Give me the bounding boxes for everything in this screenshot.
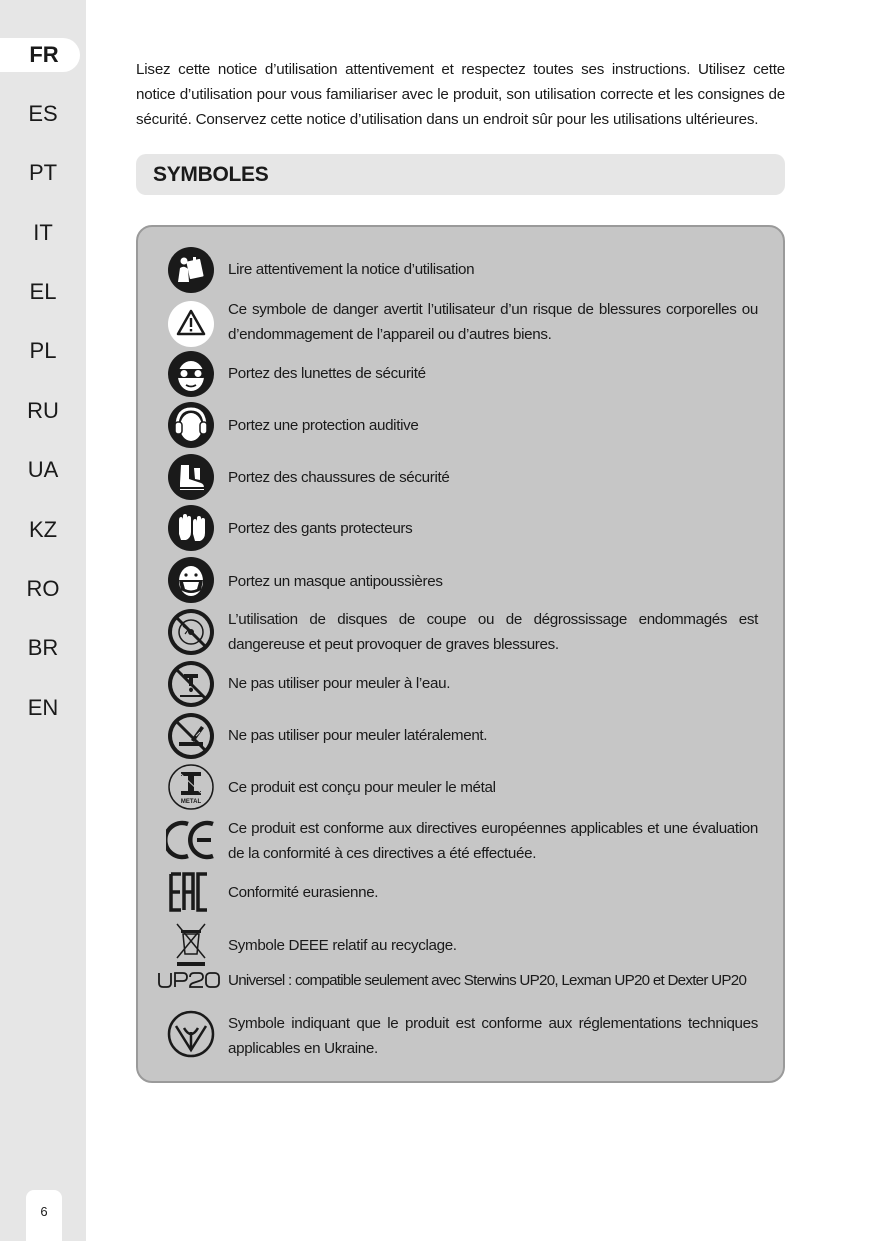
ukraine-mark-icon <box>166 1009 216 1059</box>
lang-tab-ro[interactable]: RO <box>26 576 60 601</box>
lang-tab-el[interactable]: EL <box>29 279 57 304</box>
intro-paragraph: Lisez cette notice d’utilisation attentivement et respectez toutes ses instructions. Utilisez cette notice d’utilisation pour vous familiariser avec le produit, son utilisation correcte et les consignes de sécurité. Conservez cette notice d’utilisation dans un endroit sûr pour les utilisations ultérieures. <box>136 61 785 128</box>
symbol-text: Portez des lunettes de sécurité <box>228 365 426 382</box>
up20-icon <box>156 965 222 995</box>
safety-boots-icon <box>166 452 216 502</box>
dust-mask-icon <box>166 555 216 605</box>
symbol-text: Portez un masque antipoussières <box>228 573 443 590</box>
symbol-text: Universel : compatible seulement avec Sterwins UP20, Lexman UP20 et Dexter UP20 <box>228 972 747 989</box>
lang-tab-es[interactable]: ES <box>28 101 58 126</box>
safety-glasses-icon <box>166 349 216 399</box>
gloves-icon <box>166 503 216 553</box>
ce-mark-icon <box>166 815 216 865</box>
eac-mark-icon <box>166 867 216 917</box>
metal-icon-label: METAL <box>180 799 202 805</box>
no-side-grinding-icon <box>166 711 216 761</box>
symbol-text: Conformité eurasienne. <box>228 884 379 901</box>
lang-tab-en[interactable]: EN <box>27 695 59 720</box>
ear-protection-icon <box>166 400 216 450</box>
symbol-text: Portez une protection auditive <box>228 417 419 434</box>
symbol-text: Symbole DEEE relatif au recyclage. <box>228 937 457 954</box>
symbol-text: Ce produit est conçu pour meuler le métal <box>228 779 496 796</box>
symbol-text: Portez des chaussures de sécurité <box>228 469 450 486</box>
weee-bin-icon <box>166 919 216 969</box>
symbol-text: Lire attentivement la notice d’utilisation <box>228 261 475 278</box>
read-manual-icon <box>166 245 216 295</box>
metal-icon <box>166 762 216 812</box>
lang-tab-pl[interactable]: PL <box>29 338 57 363</box>
symbol-text: Ce produit est conforme aux directives européennes applicables et une évaluation de la conformité à ces directives a été effectuée. <box>228 820 758 862</box>
damaged-disc-icon <box>166 607 216 657</box>
symbols-panel <box>136 225 785 1083</box>
lang-tab-ua[interactable]: UA <box>27 457 59 482</box>
no-water-icon <box>166 659 216 709</box>
lang-tab-it[interactable]: IT <box>33 220 53 245</box>
lang-tab-pt[interactable]: PT <box>28 160 58 185</box>
symbol-text: Symbole indiquant que le produit est conforme aux réglementations techniques applicables en Ukraine. <box>228 1015 758 1057</box>
language-sidebar <box>0 0 86 1241</box>
symbol-text: L’utilisation de disques de coupe ou de dégrossissage endommagés est dangereuse et peut provoquer de graves blessures. <box>228 611 758 653</box>
symbol-text: Portez des gants protecteurs <box>228 520 413 537</box>
lang-tab-fr[interactable]: FR <box>0 38 80 72</box>
lang-tab-kz[interactable]: KZ <box>28 517 58 542</box>
section-title: SYMBOLES <box>136 154 785 195</box>
page-number: 6 <box>26 1190 62 1241</box>
symbol-text: Ne pas utiliser pour meuler à l’eau. <box>228 675 451 692</box>
warning-triangle-icon <box>166 299 216 349</box>
lang-tab-ru[interactable]: RU <box>27 398 59 423</box>
symbol-text: Ne pas utiliser pour meuler latéralement. <box>228 727 488 744</box>
lang-tab-br[interactable]: BR <box>27 635 59 660</box>
symbol-text: Ce symbole de danger avertit l’utilisateur d’un risque de blessures corporelles ou d’endommagement de l’appareil ou d’autres biens. <box>228 301 758 343</box>
